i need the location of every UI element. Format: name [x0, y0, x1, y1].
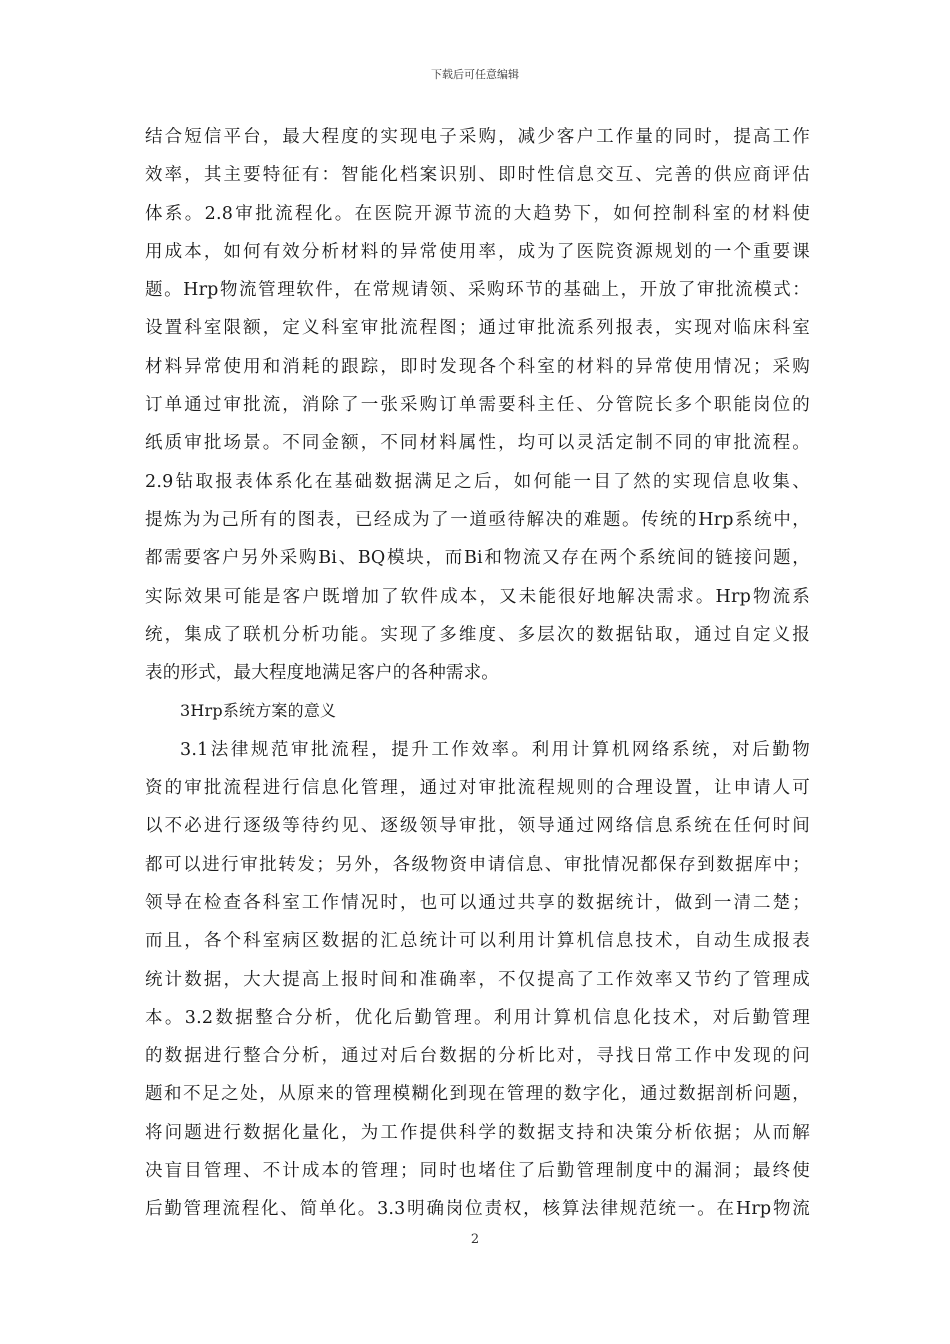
body-line: 体系。2.8审批流程化。在医院开源节流的大趋势下，如何控制科室的材料使	[145, 203, 810, 224]
body-line: 将问题进行数据化量化，为工作提供科学的数据支持和决策分析依据；从而解	[145, 1122, 810, 1143]
body-line: 决盲目管理、不计成本的管理；同时也堵住了后勤管理制度中的漏洞；最终使	[145, 1161, 810, 1182]
body-line: 用成本，如何有效分析材料的异常使用率，成为了医院资源规划的一个重要课	[145, 241, 810, 262]
body-line: 表的形式，最大程度地满足客户的各种需求。	[145, 663, 499, 684]
body-line: 领导在检查各科室工作情况时，也可以通过共享的数据统计，做到一清二楚；	[145, 892, 810, 913]
body-line: 题。Hrp物流管理软件，在常规请领、采购环节的基础上，开放了审批流模式：	[145, 280, 810, 301]
body-line: 实际效果可能是客户既增加了软件成本，又未能很好地解决需求。Hrp物流系	[145, 586, 810, 607]
body-line: 题和不足之处，从原来的管理模糊化到现在管理的数字化，通过数据剖析问题，	[145, 1084, 810, 1105]
page-number: 2	[470, 1232, 480, 1247]
body-line: 材料异常使用和消耗的跟踪，即时发现各个科室的材料的异常使用情况；采购	[145, 356, 810, 377]
body-line: 纸质审批场景。不同金额，不同材料属性，均可以灵活定制不同的审批流程。	[145, 433, 810, 454]
body-line: 提炼为为己所有的图表，已经成为了一道亟待解决的难题。传统的Hrp系统中，	[145, 509, 810, 530]
section-heading: 3Hrp系统方案的意义	[180, 701, 337, 721]
document-body	[145, 118, 810, 1229]
body-line: 本。3.2数据整合分析，优化后勤管理。利用计算机信息化技术，对后勤管理	[145, 1007, 810, 1028]
body-line: 结合短信平台，最大程度的实现电子采购，减少客户工作量的同时，提高工作	[145, 127, 810, 147]
body-line: 订单通过审批流，消除了一张采购订单需要科主任、分管院长多个职能岗位的	[145, 395, 810, 416]
body-line: 3.1法律规范审批流程，提升工作效率。利用计算机网络系统，对后勤物	[180, 739, 810, 760]
body-line: 以不必进行逐级等待约见、逐级领导审批，领导通过网络信息系统在任何时间	[145, 816, 810, 837]
body-line: 效率，其主要特征有：智能化档案识别、即时性信息交互、完善的供应商评估	[145, 165, 810, 186]
body-line: 都可以进行审批转发；另外，各级物资申请信息、审批情况都保存到数据库中；	[145, 854, 810, 875]
body-line: 2.9钻取报表体系化在基础数据满足之后，如何能一目了然的实现信息收集、	[145, 471, 810, 492]
page-header: 下载后可任意编辑	[431, 68, 519, 81]
body-line: 设置科室限额，定义科室审批流程图；通过审批流系列报表，实现对临床科室	[145, 318, 810, 339]
body-line: 统计数据，大大提高上报时间和准确率，不仅提高了工作效率又节约了管理成	[145, 969, 810, 990]
body-line: 统，集成了联机分析功能。实现了多维度、多层次的数据钻取，通过自定义报	[145, 624, 810, 645]
body-line: 都需要客户另外采购Bi、BQ模块，而Bi和物流又存在两个系统间的链接问题，	[145, 548, 810, 569]
body-line: 后勤管理流程化、简单化。3.3明确岗位责权，核算法律规范统一。在Hrp物流	[145, 1199, 810, 1220]
body-line: 资的审批流程进行信息化管理，通过对审批流程规则的合理设置，让申请人可	[145, 778, 810, 799]
body-line: 而且，各个科室病区数据的汇总统计可以利用计算机信息技术，自动生成报表	[145, 931, 810, 952]
body-line: 的数据进行整合分析，通过对后台数据的分析比对，寻找日常工作中发现的问	[145, 1046, 810, 1067]
